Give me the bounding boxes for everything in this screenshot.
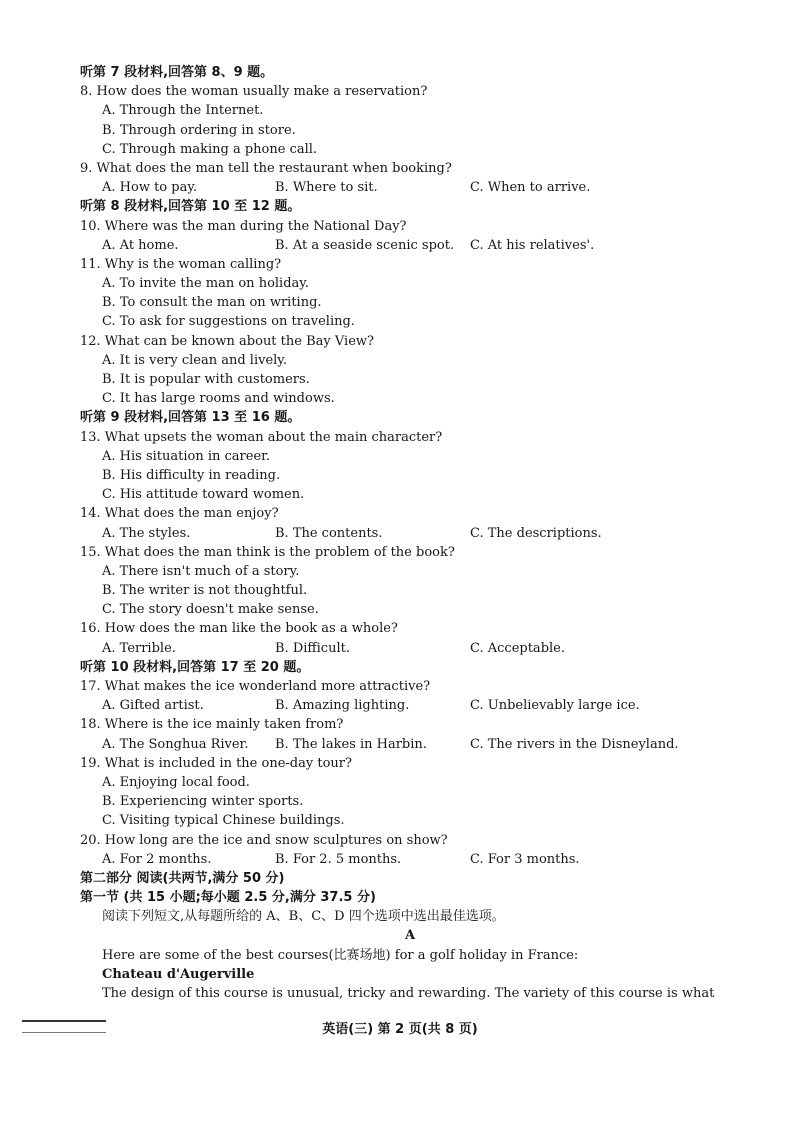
paragraph-line: Here are some of the best courses(比赛场地) for a golf holiday in France: [102, 947, 579, 963]
option: B. The writer is not thoughtful. [102, 583, 308, 599]
option: B. It is popular with customers. [102, 372, 310, 387]
question: 20. How long are the ice and snow sculptures on show? [80, 832, 448, 848]
option-c: C. The descriptions. [470, 525, 602, 541]
option-b: B. Where to sit. [275, 180, 378, 196]
option-row [80, 850, 740, 869]
option-c: C. Unbelievably large ice. [470, 698, 640, 714]
option: A. Enjoying local food. [102, 774, 250, 790]
question: 8. How does the woman usually make a reservation? [80, 84, 428, 100]
page-content [80, 63, 740, 1003]
option: C. It has large rooms and windows. [102, 391, 335, 407]
section-heading: 第一节 (共 15 小题;每小题 2.5 分,满分 37.5 分) [80, 890, 376, 906]
option-row [80, 735, 740, 754]
question: 9. What does the man tell the restaurant when booking? [80, 160, 452, 176]
option-a: A. For 2 months. [102, 851, 212, 867]
section-heading: 听第 7 段材料,回答第 8、9 题。 [80, 65, 274, 80]
option-b: B. At a seaside scenic spot. [275, 237, 455, 253]
option: B. Through ordering in store. [102, 122, 296, 138]
option: B. His difficulty in reading. [102, 467, 281, 483]
option-c: C. At his relatives'. [470, 237, 595, 253]
option-c: C. The rivers in the Disneyland. [470, 736, 679, 752]
option-c: C. When to arrive. [470, 180, 591, 196]
option: A. To invite the man on holiday. [102, 276, 310, 292]
option-row [80, 524, 740, 543]
option: C. Through making a phone call. [102, 141, 318, 157]
question: 14. What does the man enjoy? [80, 506, 279, 522]
option-b: B. The contents. [275, 525, 383, 541]
option-a: A. Terrible. [102, 640, 176, 656]
passage-label: A [404, 928, 416, 944]
option: B. Experiencing winter sports. [102, 794, 304, 810]
section-heading: 第二部分 阅读(共两节,满分 50 分) [80, 870, 285, 886]
page-footer: 英语(三) 第 2 页(共 8 页) [322, 1022, 478, 1037]
option-b: B. For 2. 5 months. [275, 851, 402, 867]
option: C. To ask for suggestions on traveling. [102, 314, 355, 330]
option-row [80, 178, 740, 197]
option: C. Visiting typical Chinese buildings. [102, 813, 345, 829]
option: A. His situation in career. [102, 448, 271, 464]
option: A. There isn't much of a story. [102, 563, 300, 579]
question: 15. What does the man think is the problem of the book? [80, 544, 455, 560]
course-name: Chateau d'Augerville [102, 966, 255, 982]
option-a: A. At home. [102, 237, 179, 253]
question: 11. Why is the woman calling? [80, 256, 282, 272]
paragraph-line: The design of this course is unusual, tricky and rewarding. The variety of this course is what [102, 986, 715, 1001]
question: 18. Where is the ice mainly taken from? [80, 717, 344, 733]
question: 17. What makes the ice wonderland more attractive? [80, 679, 431, 694]
question: 12. What can be known about the Bay View? [80, 333, 374, 349]
option-b: B. Amazing lighting. [275, 698, 410, 714]
option: B. To consult the man on writing. [102, 295, 322, 311]
question: 19. What is included in the one-day tour? [80, 755, 352, 771]
option-c: C. Acceptable. [470, 640, 565, 656]
question: 10. Where was the man during the National Day? [80, 218, 407, 234]
section-heading: 听第 9 段材料,回答第 13 至 16 题。 [80, 410, 301, 426]
option-c: C. For 3 months. [470, 851, 580, 867]
section-heading: 听第 8 段材料,回答第 10 至 12 题。 [80, 199, 301, 215]
option-b: B. Difficult. [275, 640, 350, 656]
option: C. His attitude toward women. [102, 487, 305, 503]
option-row [80, 236, 740, 255]
section-heading: 听第 10 段材料,回答第 17 至 20 题。 [80, 659, 310, 675]
option-row [80, 696, 740, 715]
option-a: A. Gifted artist. [102, 698, 204, 714]
option: C. The story doesn't make sense. [102, 602, 319, 618]
option-a: A. The Songhua River. [102, 736, 249, 752]
option-a: A. The styles. [102, 525, 191, 541]
question: 13. What upsets the woman about the main character? [80, 429, 443, 445]
option: A. It is very clean and lively. [102, 352, 288, 368]
option-a: A. How to pay. [102, 180, 198, 196]
option-b: B. The lakes in Harbin. [275, 736, 427, 752]
option-row [80, 639, 740, 658]
paragraph-line: 阅读下列短文,从每题所给的 A、B、C、D 四个选项中选出最佳选项。 [102, 909, 505, 925]
option: A. Through the Internet. [102, 103, 264, 119]
question: 16. How does the man like the book as a whole? [80, 621, 398, 637]
